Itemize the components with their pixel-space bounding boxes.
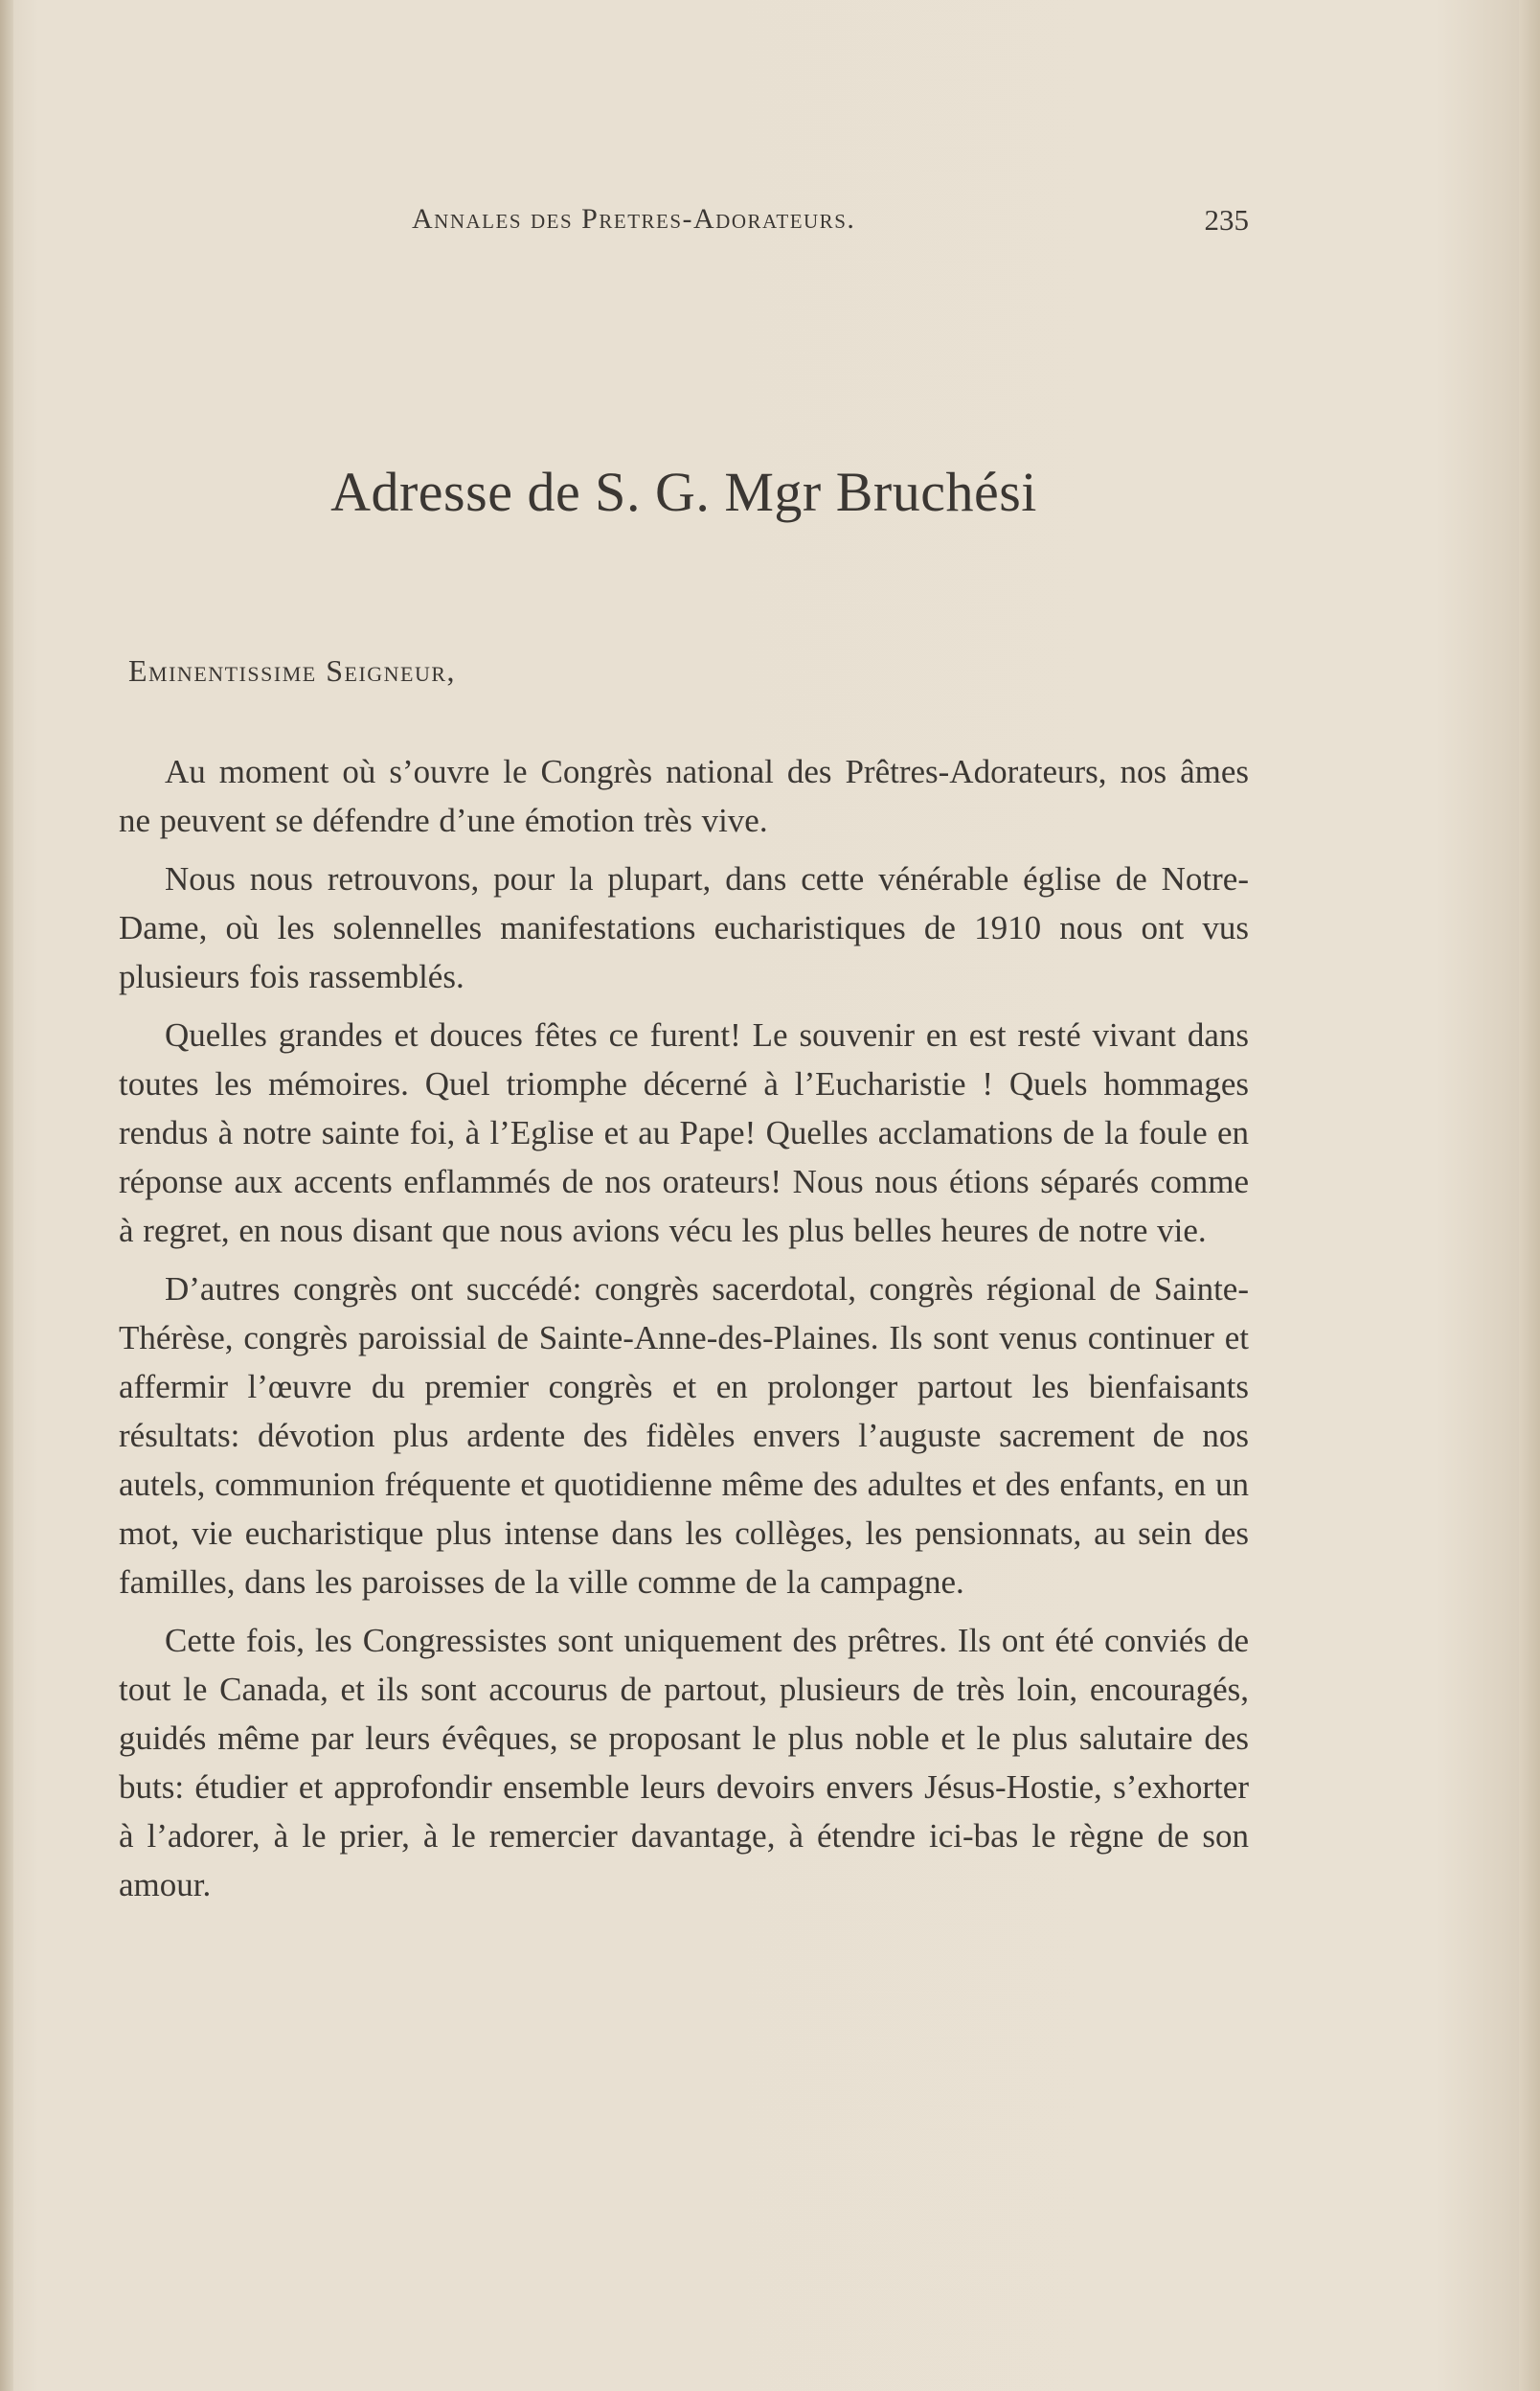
article-title: Adresse de S. G. Mgr Bruchési xyxy=(330,461,1037,523)
page-number: 235 xyxy=(1204,203,1249,237)
article-body xyxy=(119,747,1249,1919)
running-head xyxy=(119,203,1249,251)
paragraph-2: Nous nous retrouvons, pour la plupart, dans cette vénérable église de Notre-Dame, où les solennelles manifestations eucharistiques de 1910 nous ont vus plusieurs fois rassemblés. xyxy=(119,860,1249,995)
paragraph-1: Au moment où s’ouvre le Congrès national des Prêtres-Adorateurs, nos âmes ne peuvent se défendre d’une émotion très vive. xyxy=(119,753,1249,839)
page-right-edge xyxy=(1519,0,1540,2391)
salutation: Eminentissime Seigneur, xyxy=(128,653,457,688)
paragraph-4: D’autres congrès ont succédé: congrès sacerdotal, congrès régional de Sainte-Thérèse, congrès paroissial de Sainte-Anne-des-Plaines. Ils sont venus continuer et affermir l’œuvre du premier congrès et en prolonger partout les bienfaisants résultats: dévotion plus ardente des fidèles envers l’auguste sacrement de nos autels, communion fréquente et quotidienne même des adultes et des enfants, en un mot, vie eucharistique plus intense dans les collèges, les pensionnats, au sein des familles, dans les paroisses de la ville comme de la campagne. xyxy=(119,1270,1249,1601)
running-head-title: Annales des Pretres-Adorateurs. xyxy=(412,203,856,235)
paragraph-5: Cette fois, les Congressistes sont uniquement des prêtres. Ils ont été conviés de tout le Canada, et ils sont accourus de partout, plusieurs de très loin, encouragés, guidés même par leurs évêques, se proposant le plus noble et le plus salutaire des buts: étudier et approfondir ensemble leurs devoirs envers Jésus-Hostie, s’exhorter à l’adorer, à le prier, à le remercier davantage, à étendre ici-bas le règne de son amour. xyxy=(119,1622,1249,1903)
page-binding-edge xyxy=(0,0,13,2391)
paragraph-3: Quelles grandes et douces fêtes ce furent! Le souvenir en est resté vivant dans toutes les mémoires. Quel triomphe décerné à l’Eucharistie ! Quels hommages rendus à notre sainte foi, à l’Eglise et au Pape! Quelles acclamations de la foule en réponse aux accents enflammés de nos orateurs! Nous nous étions séparés comme à regret, en nous disant que nous avions vécu les plus belles heures de notre vie. xyxy=(119,1016,1249,1249)
